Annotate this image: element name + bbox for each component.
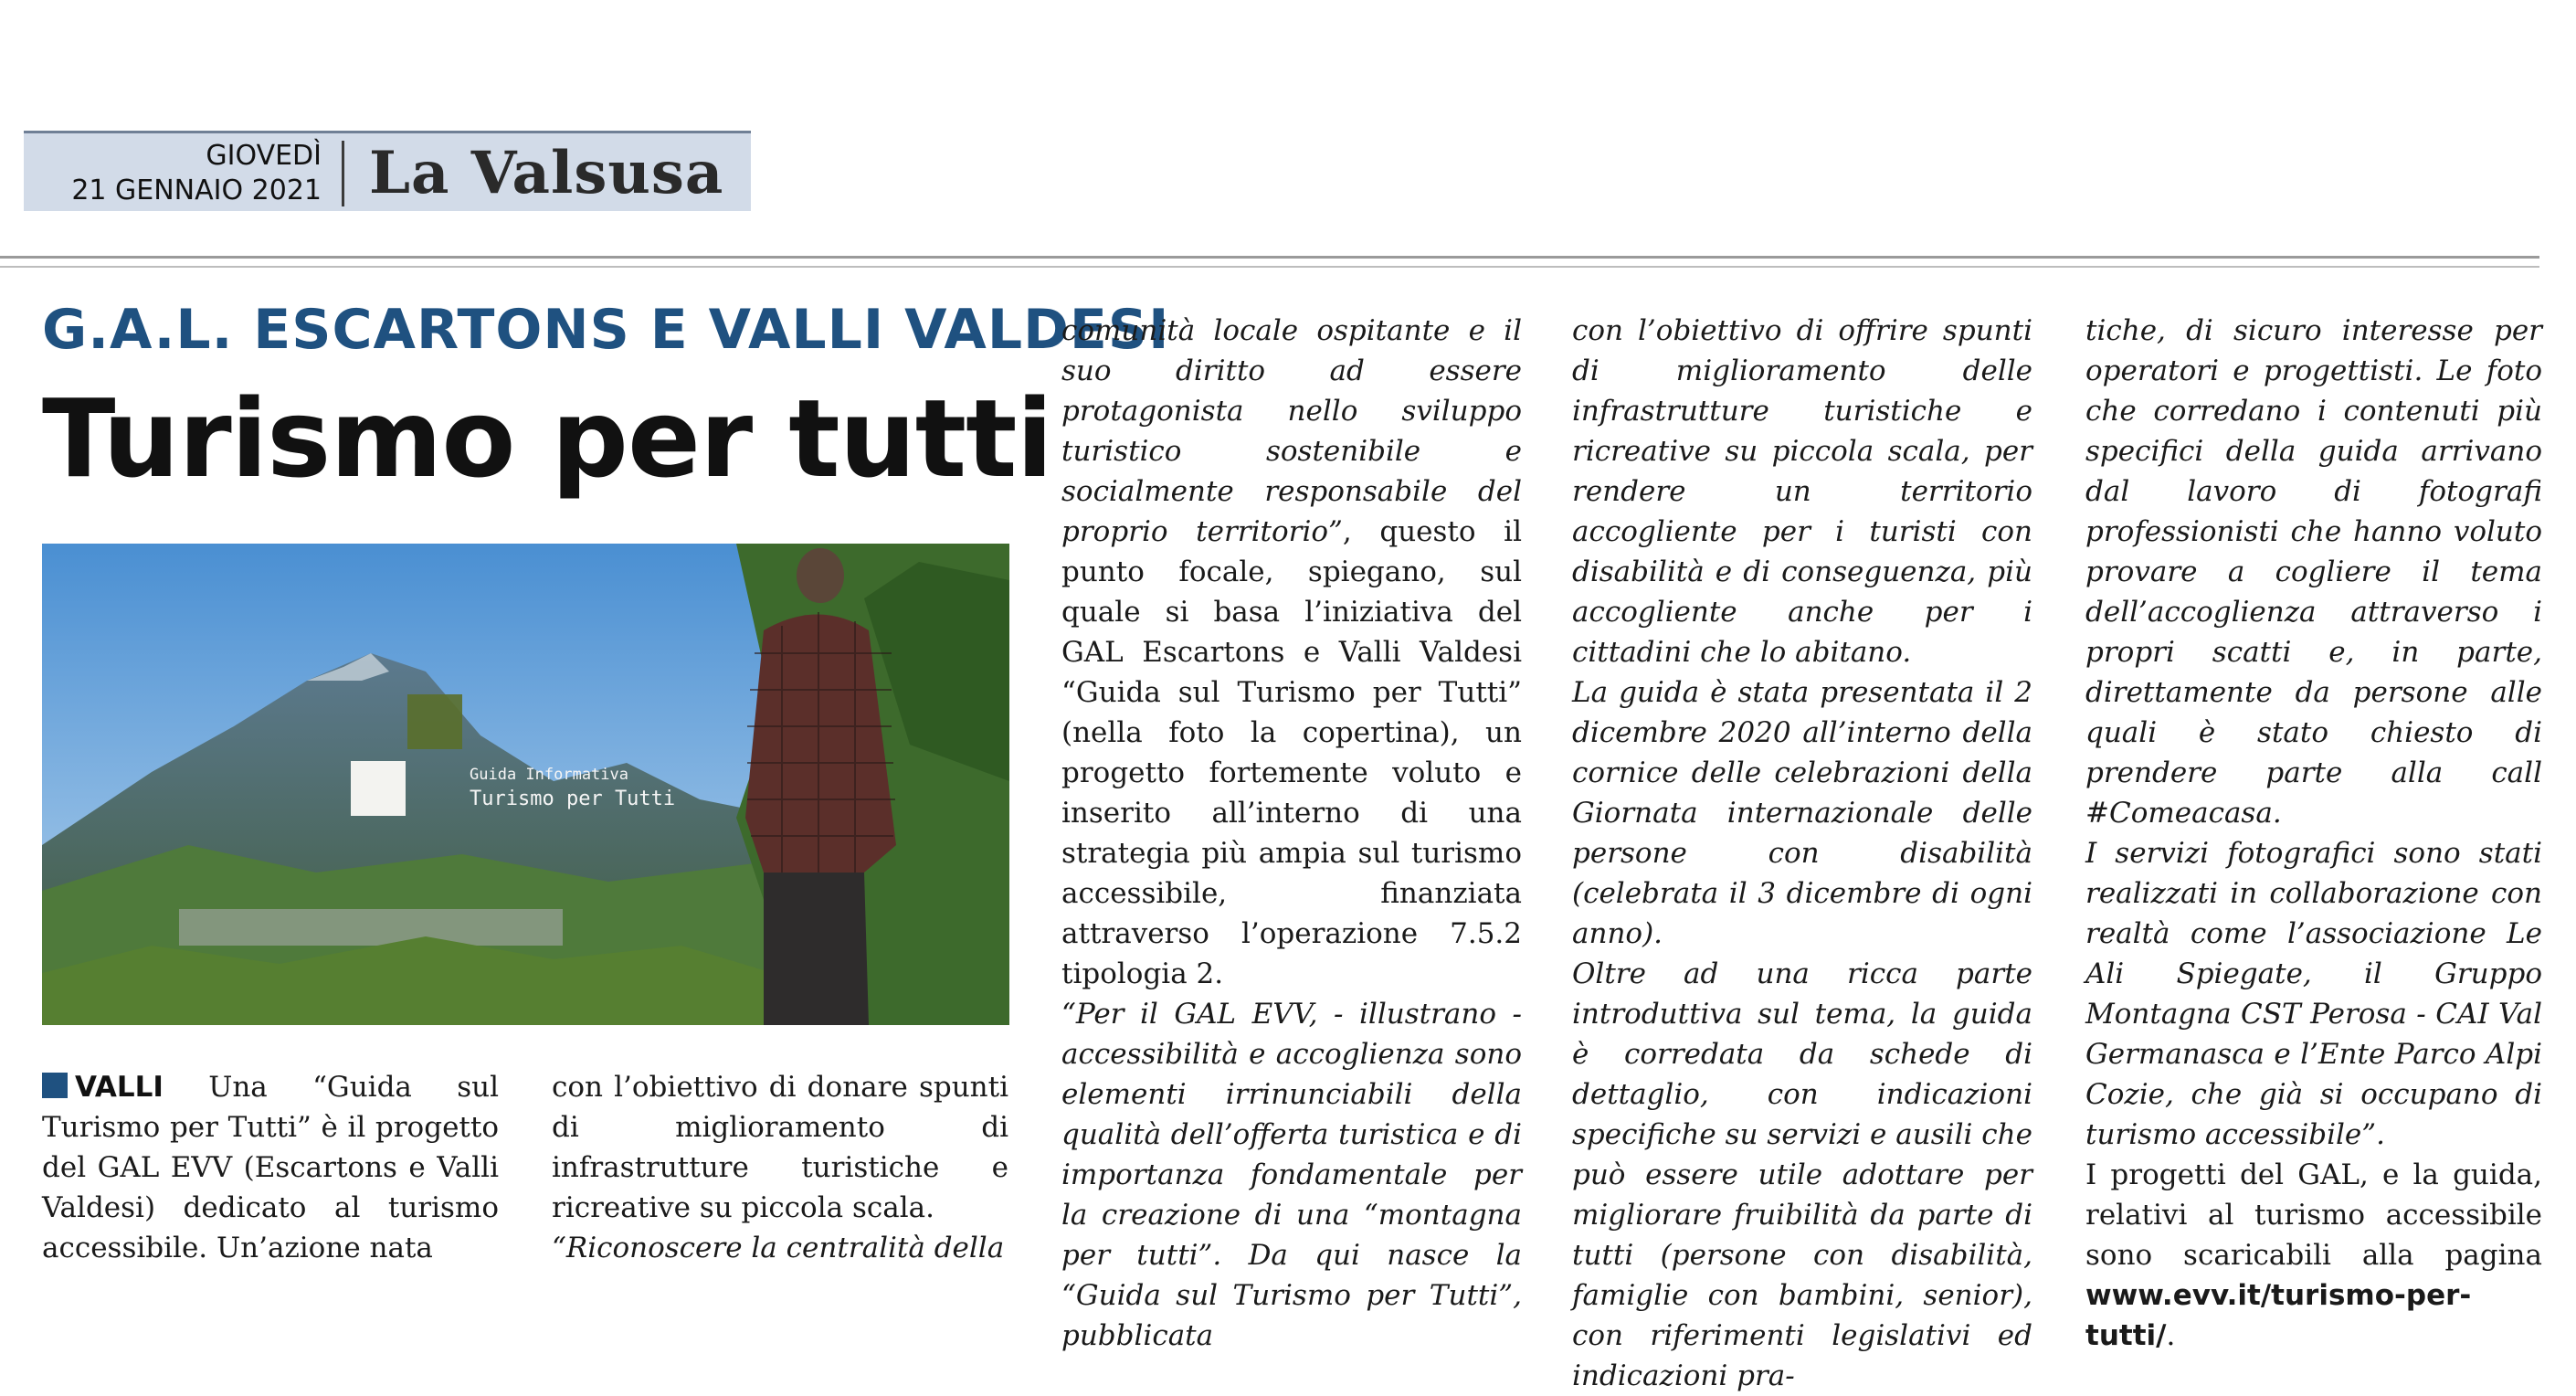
article-column-5: [2085, 311, 2542, 1356]
masthead-full-date: 21 GENNAIO 2021: [71, 174, 322, 206]
article-column-2: [552, 1067, 1008, 1268]
cover-title-line2: Turismo per Tutti: [470, 788, 676, 810]
article-photo: [42, 544, 1009, 1025]
column-1-text: Una “Guida sul Turismo per Tutti” è il progetto del GAL EVV (Escartons e Valli Valdesi) dedicato al turismo accessibile. Un’azione nata: [42, 1071, 499, 1264]
article-column-3: [1061, 311, 1522, 1356]
column-5-paragraph-1: tiche, di sicuro interesse per operatori e progettisti. Le foto che corredano i contenuti più specifici della guida arrivano dal lavoro di fotografi professionisti che hanno voluto provare a cogliere il tema dell’accoglienza attraverso i propri scatti e, in parte, direttamente da persone alle quali è stato chiesto di prendere parte alla call #Comeacasa.: [2085, 314, 2542, 830]
cover-title-line1: Guida Informativa: [470, 766, 628, 784]
column-3-quote: comunità locale ospitante e il suo diritto ad essere protagonista nello sviluppo turistico sostenibile e socialmente responsabile del proprio territorio”: [1061, 314, 1522, 548]
masthead-day: GIOVEDÌ: [206, 140, 322, 172]
page-rule-bottom: [0, 266, 2539, 268]
column-5-paragraph-2: I servizi fotografici sono stati realizzati in collaborazione con realtà come l’associazione Le Ali Spiegate, il Gruppo Montagna CST Perosa - CAI Val Germanasca e l’Ente Parco Alpi Cozie, che già si occupano di turismo accessibile”.: [2085, 837, 2542, 1151]
download-link[interactable]: www.evv.it/turismo-per-tutti/: [2085, 1279, 2472, 1352]
page-rule-top: [0, 256, 2539, 259]
section-marker: [42, 1073, 68, 1098]
article-column-1: [42, 1067, 499, 1268]
article-kicker: G.A.L. ESCARTONS E VALLI VALDESI: [42, 298, 1170, 362]
column-3-quote-2: “Per il GAL EVV, - illustrano - accessibilità e accoglienza sono elementi irrinunciabili della qualità dell’offerta turistica e di importanza fondamentale per la creazione di una “montagna per tutti”. Da qui nasce la “Guida sul Turismo per Tutti”, pubblicata: [1061, 998, 1522, 1352]
masthead: [24, 131, 751, 211]
column-2-quote: “Riconoscere la centralità della: [552, 1232, 1005, 1264]
column-3-text: , questo il punto focale, spiegano, sul quale si basa l’iniziativa del GAL Escartons e Valli Valdesi “Guida sul Turismo per Tutti” (nella foto la copertina), un progetto fortemente voluto e inserito all’interno di una strategia più ampia sul turismo accessibile, finanziata attraverso l’operazione 7.5.2 tipologia 2.: [1061, 515, 1522, 990]
lead-label: VALLI: [75, 1071, 164, 1104]
newspaper-title: La Valsusa: [369, 139, 724, 207]
column-4-paragraph-3: Oltre ad una ricca parte introduttiva sul tema, la guida è corredata da schede di dettaglio, con indicazioni specifiche su servizi e ausili che può essere utile adottare per migliorare fruibilità da parte di tutti (persone con disabilità, famiglie con bambini, senior), con riferimenti legislativi ed indicazioni pra-: [1572, 957, 2032, 1392]
column-5-paragraph-3: I progetti del GAL, e la guida, relativi al turismo accessibile sono scaricabili alla pagina: [2085, 1158, 2542, 1272]
masthead-date: [24, 139, 322, 208]
column-2-text: con l’obiettivo di donare spunti di miglioramento di infrastrutture turistiche e ricreative su piccola scala.: [552, 1071, 1008, 1224]
column-5-end: .: [2166, 1319, 2176, 1352]
masthead-divider: [342, 141, 344, 206]
landscape-photo-illustration: [42, 544, 1009, 1025]
column-4-paragraph-2: La guida è stata presentata il 2 dicembre 2020 all’interno della cornice delle celebrazioni della Giornata internazionale delle persone con disabilità (celebrata il 3 dicembre di ogni anno).: [1572, 676, 2032, 950]
article-column-4: [1572, 311, 2032, 1396]
column-4-paragraph-1: con l’obiettivo di offrire spunti di miglioramento delle infrastrutture turistiche e ricreative su piccola scala, per rendere un territorio accogliente per i turisti con disabilità e di conseguenza, più accogliente anche per i cittadini che lo abitano.: [1572, 314, 2032, 669]
article-headline: Turismo per tutti: [42, 375, 1052, 502]
